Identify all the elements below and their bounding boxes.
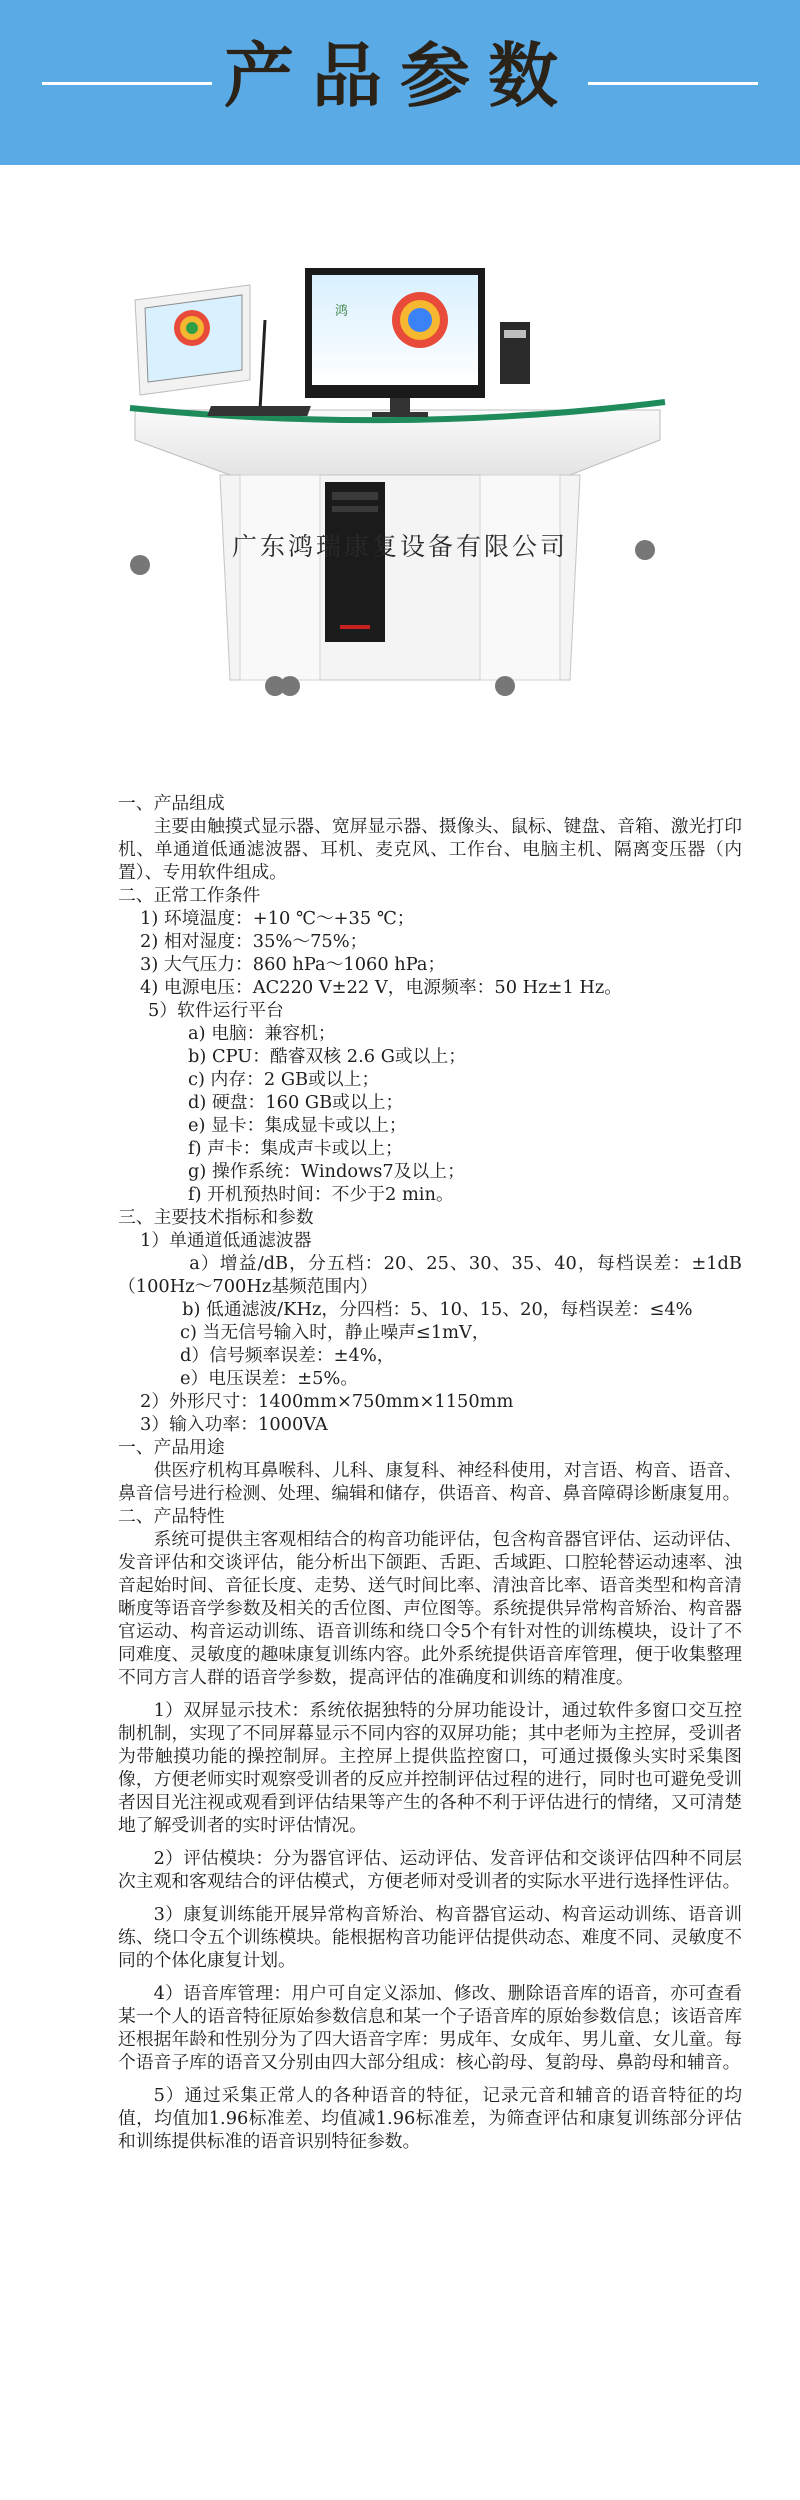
page-title: 产品参数 [224, 34, 576, 117]
paragraph: 3）康复训练能开展异常构音矫治、构音器官运动、构音运动训练、语音训练、绕口令五个训练模块。能根据构音功能评估提供动态、难度不同、灵敏度不同的个体化康复计划。 [118, 1904, 742, 1971]
svg-text:鸿: 鸿 [335, 304, 349, 319]
list-item: e) 显卡：集成显卡或以上； [188, 1115, 407, 1136]
list-item: 2) 相对湿度：35%～75%； [140, 931, 368, 952]
header-banner [0, 0, 800, 165]
list-item: 1) 环境温度：+10 ℃～+35 ℃； [140, 908, 415, 929]
workstation-illustration [100, 230, 700, 750]
section-heading: 二、产品特性 [118, 1506, 225, 1527]
list-item: f) 声卡：集成声卡或以上； [188, 1138, 403, 1159]
list-item: b) 低通滤波/KHz，分四档：5、10、15、20，每档误差：≤4% [182, 1299, 693, 1320]
list-item: a) 电脑：兼容机； [188, 1023, 336, 1044]
section-heading: 三、主要技术指标和参数 [118, 1207, 314, 1228]
list-item: 1）单通道低通滤波器 [140, 1230, 312, 1251]
list-item: 4) 电源电压：AC220 V±22 V，电源频率：50 Hz±1 Hz。 [140, 977, 623, 998]
list-item: 3）输入功率：1000VA [140, 1414, 328, 1435]
paragraph: 4）语音库管理：用户可自定义添加、修改、删除语音库的语音，亦可查看某一个人的语音特征原始参数信息和某一个子语音库的原始参数信息；该语音库还根据年龄和性别分为了四大语音字库：男成年、女成年、男儿童、女儿童。每个语音子库的语音又分别由四大部分组成：核心韵母、复韵母、鼻韵母和辅音。 [118, 1983, 742, 2073]
list-item: c) 内存：2 GB或以上； [188, 1069, 380, 1090]
product-image [100, 230, 700, 750]
product-spec-text [118, 792, 742, 2153]
section-heading: 一、产品组成 [118, 793, 225, 814]
list-item: g) 操作系统：Windows7及以上； [188, 1161, 465, 1182]
paragraph: 2）评估模块：分为器官评估、运动评估、发音评估和交谈评估四种不同层次主观和客观结合的评估模式，方便老师对受训者的实际水平进行选择性评估。 [118, 1848, 742, 1892]
list-item: c) 当无信号输入时，静止噪声≤1mV， [180, 1322, 490, 1343]
paragraph: 系统可提供主客观相结合的构音功能评估，包含构音器官评估、运动评估、发音评估和交谈评估，能分析出下颌距、舌距、舌域距、口腔轮替运动速率、浊音起始时间、音征长度、走势、送气时间比率、清浊音比率、语音类型和构音清晰度等语音学参数及相关的舌位图、声位图等。系统提供异常构音矫治、构音器官运动、构音运动训练、语音训练和绕口令5个有针对性的训练模块，设计了不同难度、灵敏度的趣味康复训练内容。此外系统提供语音库管理，便于收集整理不同方言人群的语音学参数，提高评估的准确度和训练的精准度。 [118, 1529, 742, 1688]
list-item: a）增益/dB，分五档：20、25、30、35、40，每档误差：±1dB（100Hz～700Hz基频范围内） [118, 1253, 742, 1297]
list-item: b) CPU：酷睿双核 2.6 G或以上； [188, 1046, 467, 1067]
paragraph: 主要由触摸式显示器、宽屏显示器、摄像头、鼠标、键盘、音箱、激光打印机、单通道低通滤波器、耳机、麦克风、工作台、电脑主机、隔离变压器（内置）、专用软件组成。 [118, 816, 742, 883]
list-item: 3) 大气压力：860 hPa～1060 hPa； [140, 954, 446, 975]
paragraph: 1）双屏显示技术：系统依据独特的分屏功能设计，通过软件多窗口交互控制机制，实现了不同屏幕显示不同内容的双屏功能；其中老师为主控屏，受训者为带触摸功能的操控制屏。主控屏上提供监控窗口，可通过摄像头实时采集图像，方便老师实时观察受训者的反应并控制评估过程的进行，同时也可避免受训者因目光注视或观看到评估结果等产生的各种不利于评估进行的情绪，又可清楚地了解受训者的实时评估情况。 [118, 1700, 742, 1836]
list-item: f) 开机预热时间：不少于2 min。 [188, 1184, 454, 1205]
list-item: e）电压误差：±5%。 [180, 1368, 359, 1389]
company-watermark: 广东鸿瑞康复设备有限公司 [231, 532, 568, 561]
section-heading: 二、正常工作条件 [118, 885, 261, 906]
paragraph: 供医疗机构耳鼻喉科、儿科、康复科、神经科使用，对言语、构音、语音、鼻音信号进行检测、处理、编辑和储存，供语音、构音、鼻音障碍诊断康复用。 [118, 1460, 742, 1504]
list-item: d）信号频率误差：±4%， [180, 1345, 395, 1366]
paragraph: 5）通过采集正常人的各种语音的特征，记录元音和辅音的语音特征的均值，均值加1.96标准差、均值减1.96标准差，为筛查评估和康复训练部分评估和训练提供标准的语音识别特征参数。 [118, 2085, 742, 2152]
section-heading: 一、产品用途 [118, 1437, 225, 1458]
list-item: d) 硬盘：160 GB或以上； [188, 1092, 404, 1113]
list-item: 5）软件运行平台 [148, 1000, 284, 1021]
list-item: 2）外形尺寸：1400mm×750mm×1150mm [140, 1391, 514, 1412]
